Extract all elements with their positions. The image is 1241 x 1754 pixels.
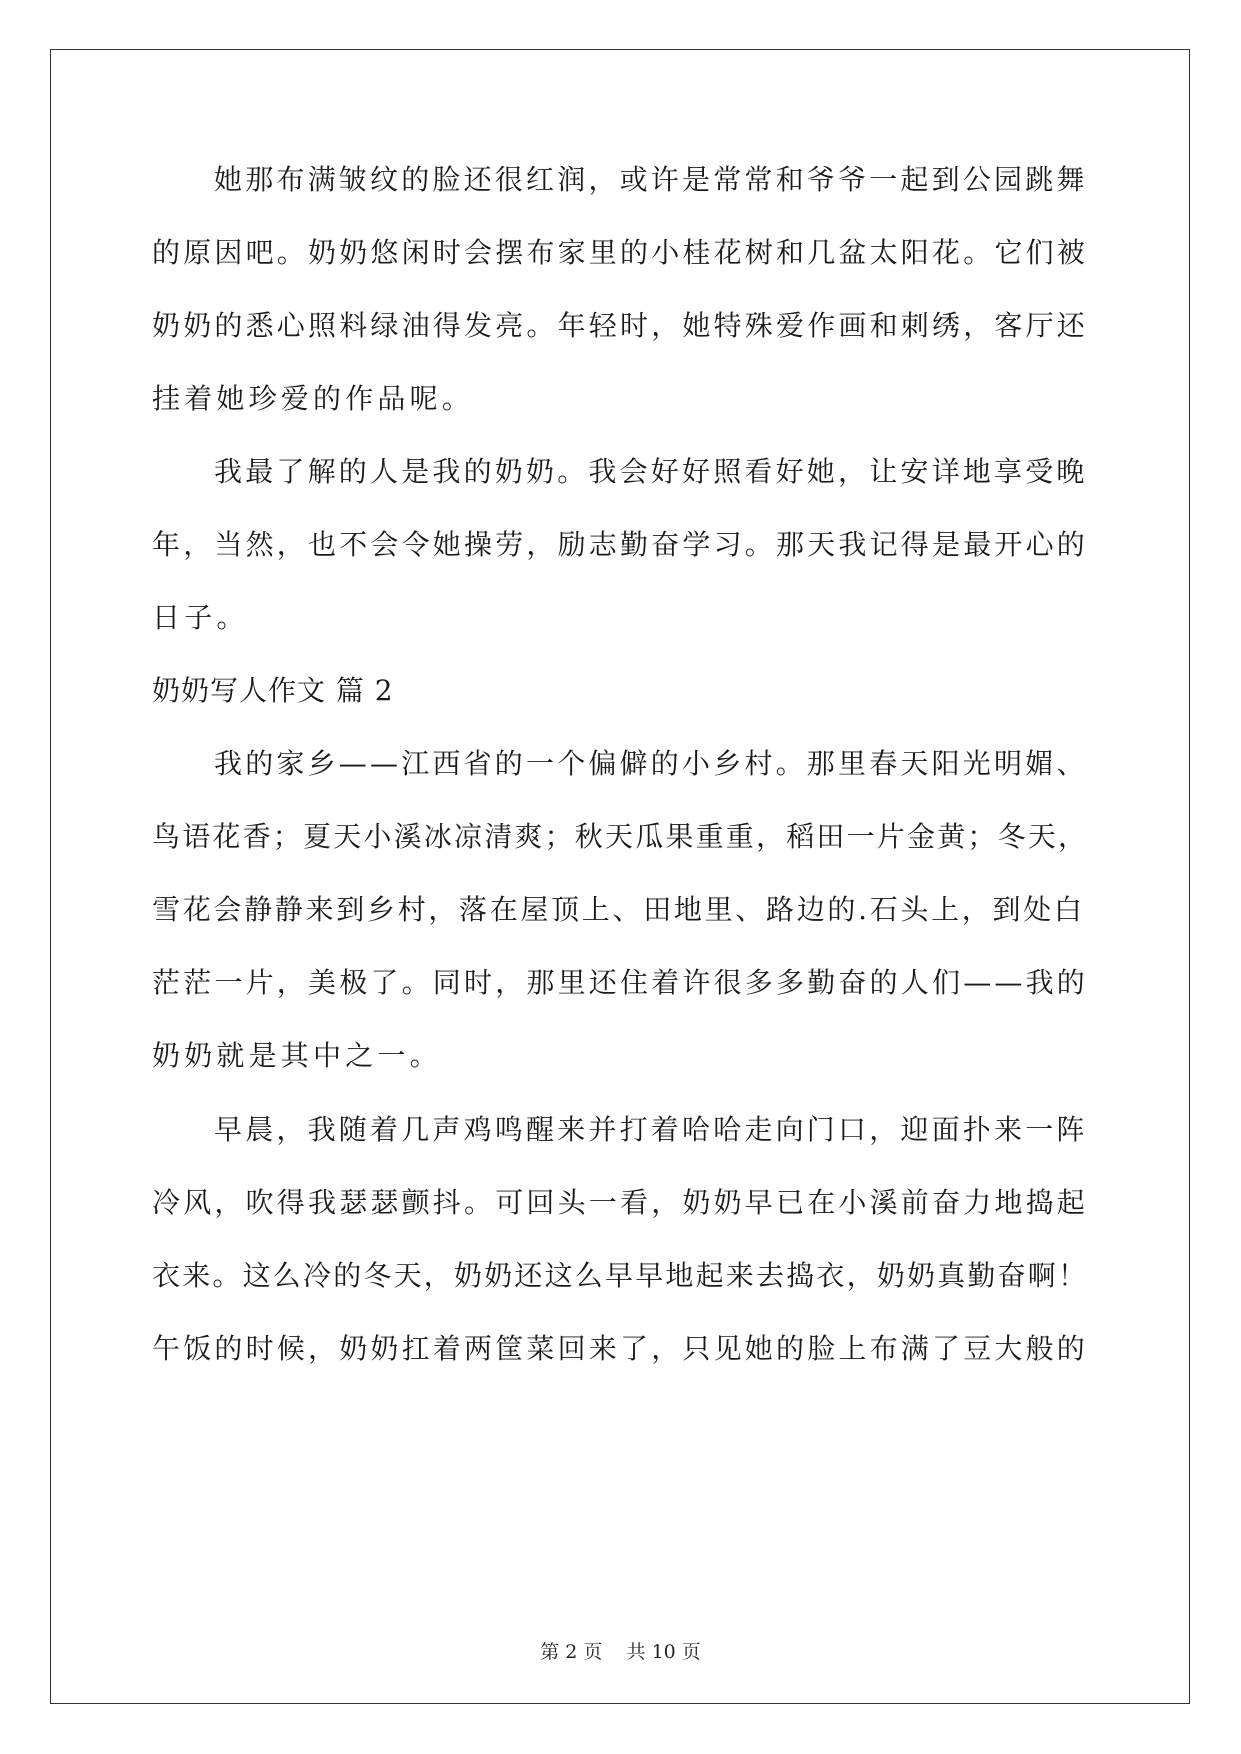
page-number-footer: 第 2 页 共 10 页 [540, 1641, 701, 1663]
paragraph-line: 日子。 [152, 601, 249, 634]
paragraph-line: 衣来。这么冷的冬天，奶奶还这么早早地起来去捣衣，奶奶真勤奋啊！ [152, 1259, 1089, 1292]
paragraph-line: 茫茫一片，美极了。同时，那里还住着许很多多勤奋的人们——我的 [152, 966, 1089, 999]
page-frame [50, 49, 1190, 1704]
paragraph-line: 奶奶的悉心照料绿油得发亮。年轻时，她特殊爱作画和刺绣，客厅还 [152, 309, 1089, 342]
paragraph-line: 午饭的时候，奶奶扛着两筐菜回来了，只见她的脸上布满了豆大般的 [152, 1332, 1089, 1365]
paragraph-line: 奶奶就是其中之一。 [152, 1039, 442, 1072]
paragraph-line: 挂着她珍爱的作品呢。 [152, 382, 475, 415]
paragraph-line: 的原因吧。奶奶悠闲时会摆布家里的小桂花树和几盆太阳花。它们被 [152, 236, 1089, 269]
paragraph-line: 她那布满皱纹的脸还很红润，或许是常常和爷爷一起到公园跳舞 [214, 163, 1088, 196]
paragraph-line: 鸟语花香；夏天小溪冰凉清爽；秋天瓜果重重，稻田一片金黄；冬天， [152, 820, 1089, 853]
paragraph-line: 早晨，我随着几声鸡鸣醒来并打着哈哈走向门口，迎面扑来一阵 [214, 1113, 1088, 1146]
section-heading: 奶奶写人作文 篇 2 [152, 674, 394, 707]
paragraph-line: 我最了解的人是我的奶奶。我会好好照看好她，让安详地享受晚 [214, 455, 1088, 488]
paragraph-line: 我的家乡——江西省的一个偏僻的小乡村。那里春天阳光明媚、 [214, 747, 1088, 780]
paragraph-line: 年，当然，也不会令她操劳，励志勤奋学习。那天我记得是最开心的 [152, 528, 1089, 561]
paragraph-line: 雪花会静静来到乡村，落在屋顶上、田地里、路边的.石头上，到处白 [152, 893, 1085, 926]
paragraph-line: 冷风，吹得我瑟瑟颤抖。可回头一看，奶奶早已在小溪前奋力地捣起 [152, 1186, 1089, 1219]
